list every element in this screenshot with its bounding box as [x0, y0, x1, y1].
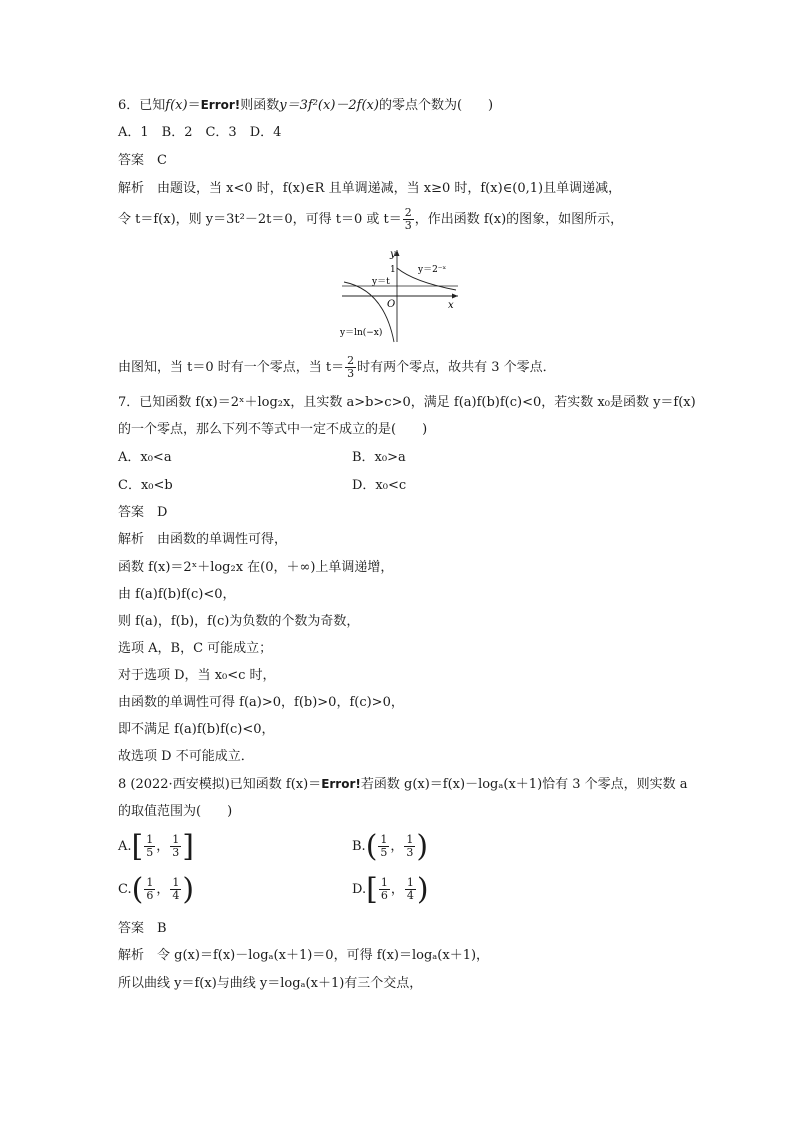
q8-sol-label: 解析 — [118, 948, 158, 963]
q8-answer-value: B — [157, 921, 167, 936]
q6-stem-c: y＝3f²(x)－2f(x) — [279, 98, 379, 113]
graph-label-ln: y＝ln(−x) — [340, 328, 383, 338]
q6-stem — [118, 96, 493, 115]
q8-option-c-rbracket: ) — [182, 871, 195, 907]
q7-solution-8: 即不满足 f(a)f(b)f(c)<0， — [118, 722, 275, 737]
q6-frac2-num: 2 — [347, 354, 355, 367]
q7-sol-label: 解析 — [118, 532, 158, 547]
q8-b-d2: 3 — [406, 846, 414, 859]
q8-d-d2: 4 — [406, 889, 414, 902]
q7-solution-6: 对于选项 D，当 x₀<c 时， — [118, 668, 276, 683]
graph-label-origin: O — [387, 299, 396, 310]
q8-stem-2: 的取值范围为( ) — [118, 804, 233, 819]
q8-b-n2: 1 — [406, 833, 414, 846]
q6-sol3-b: 时有两个零点，故共有 3 个零点． — [357, 360, 556, 375]
graph-label-one: 1 — [390, 265, 396, 275]
q8-solution-1 — [118, 947, 489, 965]
q8-c-sep: ， — [156, 882, 170, 897]
q6-options: A．1 B．2 C．3 D．4 — [118, 125, 282, 140]
q8-a-d2: 3 — [172, 846, 180, 859]
q8-answer — [118, 920, 167, 938]
q8-option-b — [352, 830, 428, 864]
q8-option-c-frac2 — [170, 877, 181, 902]
q8-option-b-frac1 — [378, 834, 389, 859]
q6-function-graph — [336, 246, 466, 346]
q6-sol1-text: 由题设，当 x<0 时，f(x)∈R 且单调递减，当 x≥0 时，f(x)∈(0,1)且单调递减， — [157, 181, 622, 196]
q8-b-n1: 1 — [380, 833, 388, 846]
q8-c-n2: 1 — [172, 876, 180, 889]
q8-option-d-label: D. — [352, 882, 367, 897]
q8-stem-a: 8 (2022·西安模拟)已知函数 f(x)＝ — [118, 777, 322, 792]
q8-option-a-frac2 — [170, 834, 181, 859]
q8-d-sep: ， — [390, 882, 404, 897]
q8-option-b-label: B. — [352, 839, 366, 854]
q8-option-a-lbracket: [ — [131, 828, 144, 864]
q8-b-d1: 5 — [380, 846, 388, 859]
q6-frac-num: 2 — [404, 206, 412, 219]
q8-c-d2: 4 — [172, 889, 180, 902]
q6-fraction-two-thirds-2 — [345, 355, 356, 380]
q7-option-c: C．x₀<b — [118, 478, 173, 493]
q7-solution-9: 故选项 D 不可能成立． — [118, 749, 254, 764]
q6-frac-den: 3 — [404, 219, 412, 232]
q8-option-c-frac1 — [144, 877, 155, 902]
q8-d-d1: 6 — [380, 889, 388, 902]
q8-c-d1: 6 — [146, 889, 154, 902]
q6-stem-b: 则函数 — [240, 98, 280, 113]
q6-solution-2 — [118, 206, 623, 234]
q7-stem-2: 的一个零点，那么下列不等式中一定不成立的是( ) — [118, 422, 428, 437]
q8-d-n1: 1 — [380, 876, 388, 889]
q6-sol2-b: ，作出函数 f(x)的图象，如图所示， — [414, 212, 624, 227]
graph-label-exp: y＝2⁻ˣ — [418, 265, 447, 275]
q6-stem-a: 6．已知 — [118, 98, 166, 113]
q8-stem-1 — [118, 775, 688, 794]
q6-fx: f(x) — [165, 98, 188, 113]
q8-option-d-frac2 — [405, 877, 416, 902]
q8-option-c-lbracket: ( — [131, 871, 144, 907]
q8-option-a — [118, 830, 194, 864]
q7-stem-1: 7．已知函数 f(x)＝2ˣ＋log₂x，且实数 a>b>c>0，满足 f(a)f(b)f(c)<0，若实数 x₀是函数 y＝f(x) — [118, 395, 696, 410]
q7-s1: 由函数的单调性可得， — [157, 532, 288, 547]
q7-option-row-1 — [118, 449, 172, 467]
q7-solution-3: 由 f(a)f(b)f(c)<0， — [118, 587, 236, 602]
q8-option-b-rbracket: ) — [416, 828, 429, 864]
q6-fraction-two-thirds — [403, 207, 414, 232]
q8-d-n2: 1 — [406, 876, 414, 889]
q7-solution-1 — [118, 531, 287, 549]
q7-solution-5: 选项 A，B，C 可能成立； — [118, 641, 273, 656]
q8-option-a-rbracket: ] — [182, 828, 194, 864]
q8-option-b-lbracket: ( — [365, 828, 378, 864]
q8-answer-label: 答案 — [118, 921, 158, 936]
q8-option-a-frac1 — [144, 834, 155, 859]
q8-option-d — [352, 873, 429, 907]
q8-c-n1: 1 — [146, 876, 154, 889]
q8-b-sep: ， — [390, 839, 404, 854]
graph-x-arrow — [452, 294, 458, 299]
q6-answer-value: C — [157, 153, 167, 168]
q6-answer — [118, 152, 167, 170]
q6-eq: ＝ — [187, 98, 201, 113]
q8-option-c — [118, 873, 194, 907]
q8-option-d-rbracket: ) — [416, 871, 429, 907]
q8-a-d1: 5 — [146, 846, 154, 859]
q8-stem-b: 若函数 g(x)＝f(x)－logₐ(x＋1)恰有 3 个零点，则实数 a — [360, 777, 688, 792]
q6-stem-d: 的零点个数为( ) — [378, 98, 494, 113]
q7-option-a: A．x₀<a — [118, 450, 172, 465]
q8-a-n1: 1 — [146, 833, 154, 846]
q8-solution-2: 所以曲线 y＝f(x)与曲线 y＝logₐ(x＋1)有三个交点， — [118, 976, 423, 991]
q8-a-sep: ， — [156, 839, 170, 854]
q6-sol2-a: 令 t＝f(x)，则 y＝3t²－2t＝0，可得 t＝0 或 t＝ — [118, 212, 402, 227]
q8-option-b-frac2 — [404, 834, 415, 859]
q8-a-n2: 1 — [172, 833, 180, 846]
graph-label-t: y＝t — [372, 277, 390, 287]
q7-option-d: D．x₀<c — [352, 478, 407, 493]
q8-option-c-label: C. — [118, 882, 132, 897]
q7-solution-4: 则 f(a)，f(b)，f(c)为负数的个数为奇数， — [118, 614, 360, 629]
q7-answer-label: 答案 — [118, 505, 158, 520]
q6-sol3-a: 由图知，当 t＝0 时有一个零点，当 t＝ — [118, 360, 345, 375]
q6-solution-3 — [118, 354, 556, 382]
q8-option-a-label: A. — [118, 839, 132, 854]
graph-label-y: y — [390, 249, 396, 260]
q8-error-text: Error! — [321, 777, 361, 791]
q6-answer-label: 答案 — [118, 153, 158, 168]
q7-solution-2: 函数 f(x)＝2ˣ＋log₂x 在(0，＋∞)上单调递增， — [118, 560, 394, 575]
q7-option-b: B．x₀>a — [352, 450, 406, 465]
q8-option-d-lbracket: [ — [366, 871, 378, 907]
q7-answer — [118, 504, 167, 522]
q6-error-text: Error! — [200, 98, 241, 112]
q6-solution-1 — [118, 180, 621, 198]
q7-solution-7: 由函数的单调性可得 f(a)>0，f(b)>0，f(c)>0， — [118, 695, 404, 710]
q6-sol-label: 解析 — [118, 181, 158, 196]
graph-label-x: x — [448, 300, 454, 311]
q8-option-d-frac1 — [379, 877, 390, 902]
q6-frac2-den: 3 — [347, 367, 355, 380]
q7-option-row-2 — [118, 477, 173, 495]
q7-answer-value: D — [157, 505, 168, 520]
q8-s1: 令 g(x)＝f(x)－logₐ(x＋1)＝0，可得 f(x)＝logₐ(x＋1)， — [157, 948, 490, 963]
